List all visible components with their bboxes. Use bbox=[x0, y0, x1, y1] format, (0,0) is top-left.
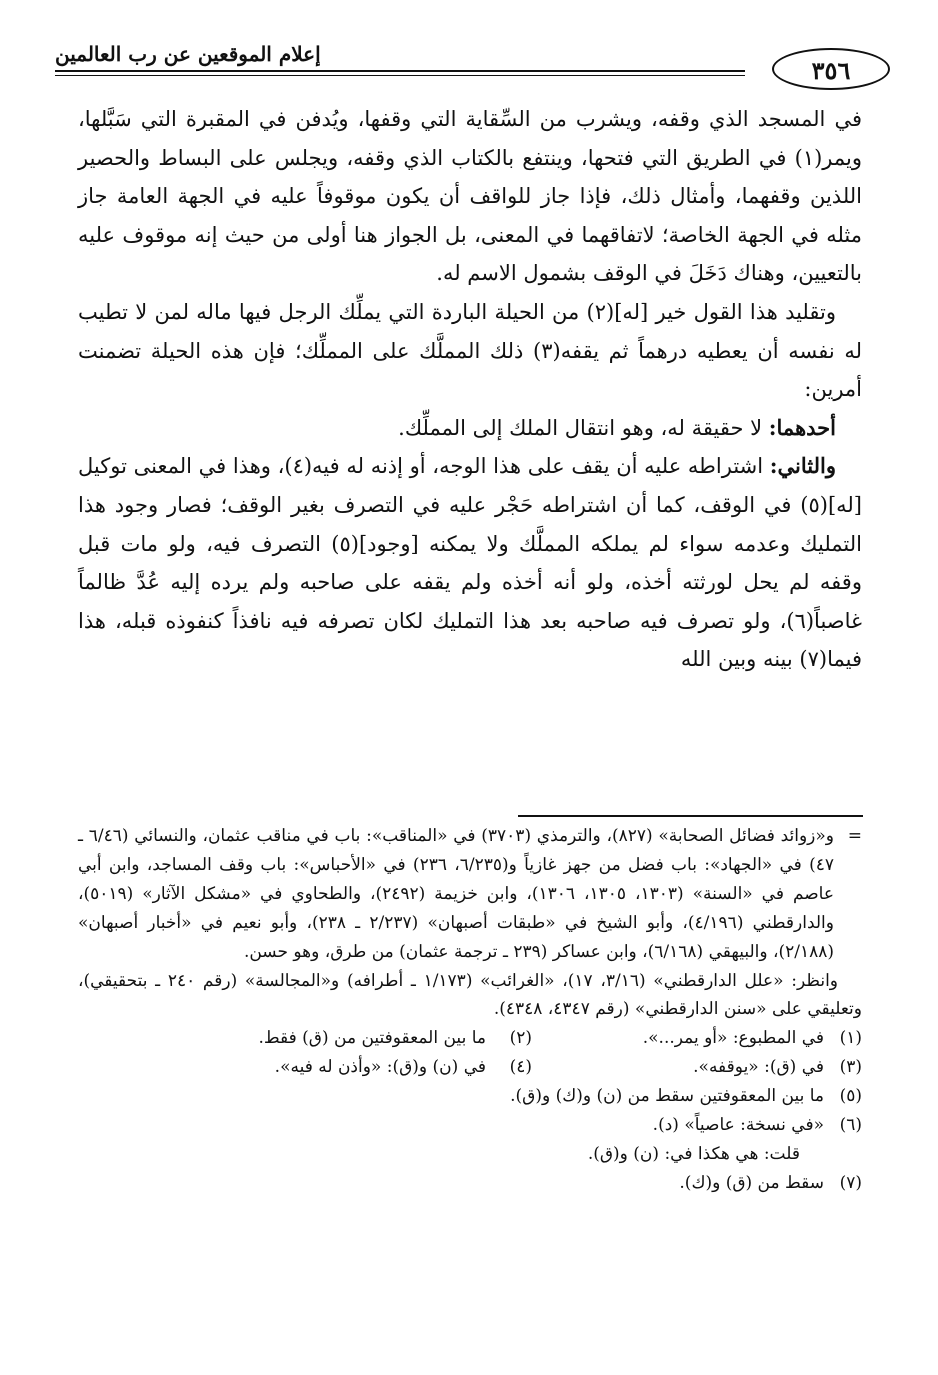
continuation-mark: = bbox=[847, 826, 862, 846]
header-rule bbox=[55, 70, 745, 72]
footnote-7: سقط من (ق) و(ك). bbox=[679, 1172, 824, 1193]
paragraph-1: في المسجد الذي وقفه، ويشرب من السِّقاية التي وقفها، ويُدفن في المقبرة التي سَبَّلها، ويمر(١) في الطريق التي فتحها، وينتفع بالكتاب الذي وقفه، ويجلس على البساط والحصير اللذين وقفهما، وأمثال ذلك، فإذا جاز للواقف أن يكون موقوفاً عليه في الجهة العامة جاز مثله في الجهة الخاصة؛ لاتفاقهما في المعنى، بل الجواز هنا أولى من حيث إنه موقوف عليه بالتعيين، وهناك دَخَلَ في الوقف بشمول الاسم له. bbox=[78, 107, 862, 286]
footnote-number-7: (٧) bbox=[839, 1172, 862, 1193]
footnote-6-note: قلت: هي هكذا في: (ن) و(ق). bbox=[587, 1143, 800, 1164]
footnote-number-5: (٥) bbox=[839, 1086, 862, 1107]
footnote-6: «في نسخة: عاصياً» (د). bbox=[652, 1115, 824, 1136]
second-label: والثاني: bbox=[769, 453, 836, 479]
footnote-row-1-2 bbox=[78, 1024, 862, 1053]
footnote-number-2: (٢) bbox=[509, 1028, 532, 1049]
header-rule-thin bbox=[55, 75, 745, 76]
footnotes bbox=[78, 822, 862, 1198]
paragraph-4 bbox=[78, 447, 862, 679]
page-header bbox=[55, 40, 890, 100]
second-text: اشتراطه عليه أن يقف على هذا الوجه، أو إذنه له فيه(٤)، وهذا في المعنى توكيل [له](٥) في الوقف، كما أن اشتراطه حَجْر عليه في التصرف بغير الوقف؛ فصار وجود هذا التمليك وعدمه سواء لم يملكه المملَّك ولا يمكنه [وجود](٥) التصرف فيه، ولو مات قبل وقفه لم يحل لورثته أخذه، ولو أنه أخذه ولم يقفه على صاحبه ولم يرده إليه عُدَّ ظالماً غاصباً(٦)، ولو تصرف فيه صاحبه بعد هذا التمليك لكان تصرفه فيه نافذاً كنفوذه قبله، هذا فيما(٧) بينه وبين الله bbox=[78, 454, 862, 672]
first-text: لا حقيقة له، وهو انتقال الملك إلى المملِّك. bbox=[398, 415, 763, 440]
footnote-row-6 bbox=[78, 1111, 862, 1140]
footnote-number-6: (٦) bbox=[839, 1115, 862, 1136]
footnote-2: ما بين المعقوفتين من (ق) فقط. bbox=[258, 1028, 486, 1049]
paragraph-3 bbox=[78, 409, 862, 448]
page-number: ٣٥٦ bbox=[772, 48, 890, 90]
footnote-row-3-4 bbox=[78, 1053, 862, 1082]
footnote-number-1: (١) bbox=[839, 1028, 862, 1049]
paragraph-2: وتقليد هذا القول خير [له](٢) من الحيلة الباردة التي يملِّك الرجل فيها ماله لمن لا تطيب له نفسه أن يعطيه درهماً ثم يقفه(٣) ذلك المملَّك على المملِّك؛ فإن هذه الحيلة تضمنت أمرين: bbox=[78, 299, 862, 402]
footnote-1: في المطبوع: «أو يمر...». bbox=[642, 1028, 824, 1049]
footnote-3: في (ق): «يوقفه». bbox=[693, 1057, 824, 1078]
footnote-row-7 bbox=[78, 1169, 862, 1198]
first-label: أحدهما: bbox=[768, 414, 836, 440]
footnote-number-4: (٤) bbox=[509, 1057, 532, 1078]
footnote-number-3: (٣) bbox=[839, 1057, 862, 1078]
footnote-continuation bbox=[78, 822, 862, 967]
footnote-row-5 bbox=[78, 1082, 862, 1111]
footnote-4: في (ن) و(ق): «وأذن له فيه». bbox=[274, 1057, 486, 1078]
footnote-separator bbox=[518, 815, 863, 817]
continuation-text: و«زوائد فضائل الصحابة» (٨٢٧)، والترمذي (٣٧٠٣) في «المناقب»: باب في مناقب عثمان، والنسائي (٦/٤٦ ـ ٤٧) في «الجهاد»: باب فضل من جهز غازياً و(٦/٢٣٥، ٢٣٦) في «الأحباس»: باب وقف المساجد، وابن أبي عاصم في «السنة» (١٣٠٣، ١٣٠٥، ١٣٠٦)، وابن خزيمة (٢٤٩٢)، والطحاوي في «مشكل الآثار» (٥٠١٩)، والدارقطني (٤/١٩٦)، وأبو الشيخ في «طبقات أصبهان» (٢/٢٣٧ ـ ٢٣٨)، وأبو نعيم في «أخبار أصبهان» (٢/١٨٨)، والبيهقي (٦/١٦٨)، وابن عساكر (٢٣٩ ـ ترجمة عثمان) من طرق، وهو حسن. bbox=[78, 826, 835, 962]
main-text bbox=[78, 100, 862, 679]
running-title: إعلام الموقعين عن رب العالمين bbox=[55, 42, 321, 66]
footnote-see-also: وانظر: «علل الدارقطني» (٣/١٦، ١٧)، «الغرائب» (١/١٧٣ ـ أطرافه) و«المجالسة» (رقم ٢٤٠ ـ بتحقيقي)، وتعليقي على «سنن الدارقطني» (رقم ٤٣٤٧، ٤٣٤٨). bbox=[78, 970, 862, 1020]
footnote-5: ما بين المعقوفتين سقط من (ن) و(ك) و(ق). bbox=[510, 1086, 824, 1107]
